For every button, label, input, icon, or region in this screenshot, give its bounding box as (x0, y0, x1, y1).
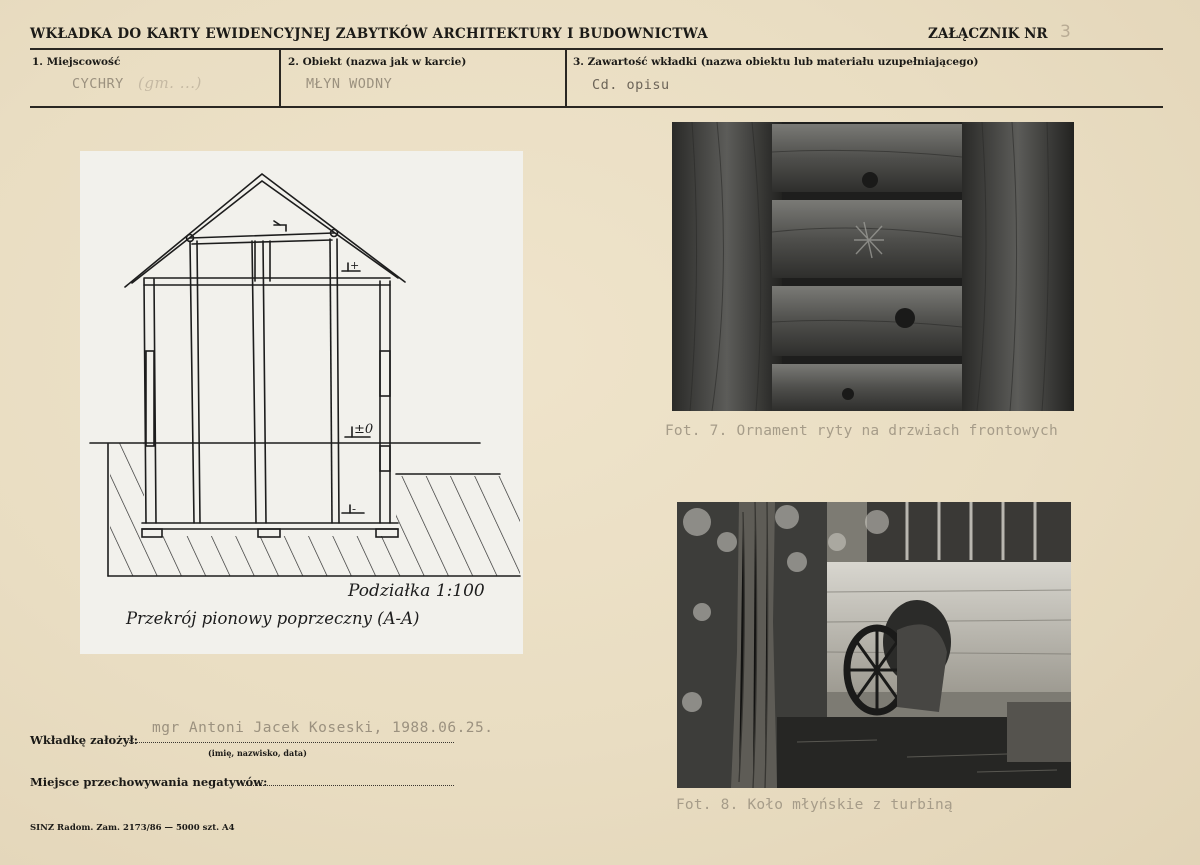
photo-8-caption: Fot. 8. Koło młyńskie z turbiną (676, 797, 953, 813)
founder-dotline (126, 742, 454, 743)
photo-7-caption: Fot. 7. Ornament ryty na drzwiach frontowych (665, 423, 1058, 439)
document-title: WKŁADKA DO KARTY EWIDENCYJNEJ ZABYTKÓW ARCHITEKTURY I BUDOWNICTWA (30, 26, 709, 42)
object-value: MŁYN WODNY (306, 76, 393, 92)
contents-value: Cd. opisu (592, 77, 670, 93)
object-label: 2. Obiekt (nazwa jak w karcie) (288, 56, 467, 68)
cross-section-svg (80, 151, 523, 654)
contents-label: 3. Zawartość wkładki (nazwa obiektu lub materiału uzupełniającego) (573, 56, 979, 68)
scale-label: Podziałka 1:100 (348, 581, 485, 601)
header-rule-top (30, 48, 1163, 50)
founder-sublabel: (imię, nazwisko, data) (208, 748, 307, 758)
locality-label: 1. Miejscowość (32, 56, 121, 68)
founder-label: Wkładkę założył: (30, 733, 139, 747)
level-zero-label: ±0 (354, 422, 374, 437)
drawing-title: Przekrój pionowy poprzeczny (A-A) (126, 609, 420, 628)
attachment-number: 3 (1060, 22, 1071, 42)
field-divider-2 (565, 50, 567, 107)
level-plus-label: + (350, 259, 360, 272)
field-divider-1 (279, 50, 281, 107)
cross-section-drawing (80, 151, 523, 654)
founder-value: mgr Antoni Jacek Koseski, 1988.06.25. (152, 720, 494, 736)
level-minus-label: - (352, 502, 357, 516)
photo-mill-wheel (677, 502, 1071, 788)
print-info: SINZ Radom. Zam. 2173/86 — 5000 szt. A4 (30, 823, 235, 833)
photo-door-ornament (672, 122, 1074, 411)
negatives-label: Miejsce przechowywania negatywów: (30, 775, 268, 789)
attachment-label: ZAŁĄCZNIK NR (928, 26, 1048, 42)
header-rule-bottom (30, 106, 1163, 108)
negatives-dotline (242, 785, 454, 786)
locality-handwritten: (gm. ...) (138, 74, 202, 92)
locality-value: CYCHRY (72, 76, 124, 92)
